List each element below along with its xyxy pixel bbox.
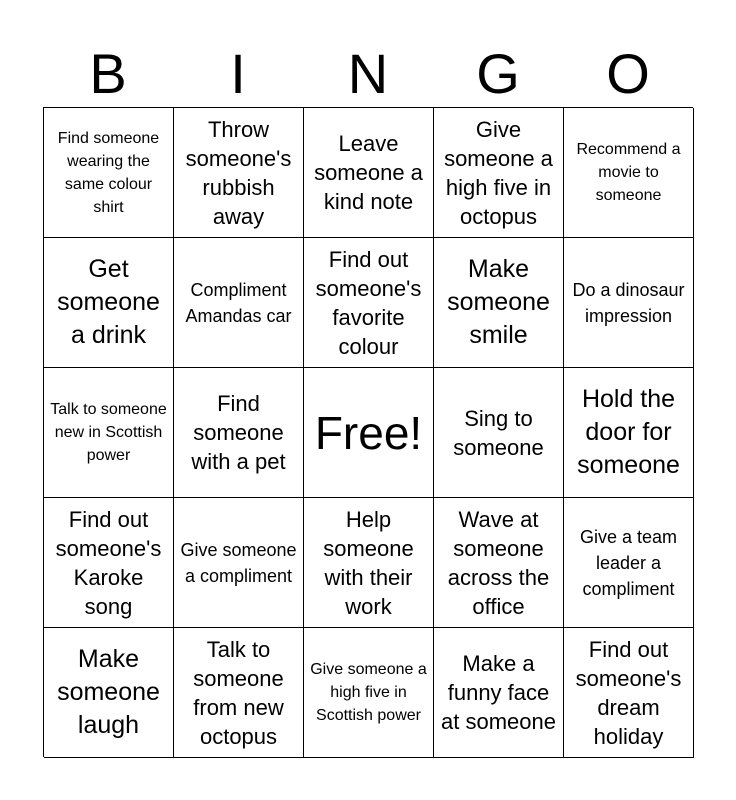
bingo-cell-text: Hold the door for someone [577,385,680,479]
bingo-cell[interactable] [174,498,304,628]
free-space-cell[interactable] [304,368,434,498]
bingo-cell-text: Find out someone's favorite colour [315,246,422,359]
bingo-cell-text: Make someone laugh [57,645,160,739]
bingo-cell[interactable] [564,368,694,498]
bingo-cell-text: Sing to someone [453,405,544,460]
bingo-cell[interactable] [434,498,564,628]
bingo-cell-text: Get someone a drink [57,255,160,349]
header-letter-n: N [347,42,389,105]
bingo-cell-text: Free! [314,406,423,459]
header-letter-b: B [89,42,127,105]
bingo-cell[interactable] [434,368,564,498]
bingo-cell[interactable] [564,108,694,238]
bingo-cell[interactable] [434,238,564,368]
bingo-cell[interactable] [564,498,694,628]
bingo-board [43,107,693,757]
bingo-cell[interactable] [174,238,304,368]
header-letter-i: I [230,42,246,105]
bingo-cell-text: Find out someone's Karoke song [55,506,162,619]
bingo-cell-text: Recommend a movie to someone [576,141,681,204]
bingo-cell[interactable] [304,238,434,368]
bingo-cell[interactable] [44,368,174,498]
bingo-cell[interactable] [44,628,174,758]
bingo-cell[interactable] [174,368,304,498]
bingo-cell-text: Make someone smile [447,255,550,349]
bingo-cell[interactable] [304,498,434,628]
header-letter-o: O [606,42,650,105]
bingo-cell[interactable] [434,628,564,758]
bingo-cell-text: Talk to someone from new octopus [193,636,284,749]
header-letter-g: G [476,42,520,105]
bingo-cell[interactable] [304,628,434,758]
bingo-cell-text: Give someone a compliment [180,539,297,586]
bingo-cell[interactable] [174,108,304,238]
bingo-cell-text: Give someone a high five in Scottish power [310,661,427,724]
bingo-cell[interactable] [44,498,174,628]
bingo-cell-text: Find out someone's dream holiday [575,636,682,749]
bingo-cell[interactable] [564,628,694,758]
bingo-cell[interactable] [304,108,434,238]
bingo-cell-text: Find someone with a pet [191,391,286,474]
bingo-cell[interactable] [44,108,174,238]
bingo-cell-text: Make a funny face at someone [441,651,556,734]
bingo-cell-text: Find someone wearing the same colour shirt [57,129,160,216]
bingo-cell-text: Help someone with their work [323,506,414,619]
bingo-cell-text: Leave someone a kind note [314,131,423,214]
bingo-cell[interactable] [44,238,174,368]
bingo-cell-text: Talk to someone new in Scottish power [50,401,167,464]
bingo-cell-text: Give a team leader a compliment [579,526,678,599]
bingo-cell[interactable] [174,628,304,758]
bingo-cell-text: Do a dinosaur impression [572,279,685,326]
bingo-cell[interactable] [434,108,564,238]
bingo-cell-text: Give someone a high five in octopus [444,116,553,229]
bingo-cell-text: Throw someone's rubbish away [185,116,292,229]
bingo-cell[interactable] [564,238,694,368]
bingo-header [43,40,693,108]
bingo-cell-text: Compliment Amandas car [185,279,292,326]
bingo-cell-text: Wave at someone across the office [447,506,550,619]
